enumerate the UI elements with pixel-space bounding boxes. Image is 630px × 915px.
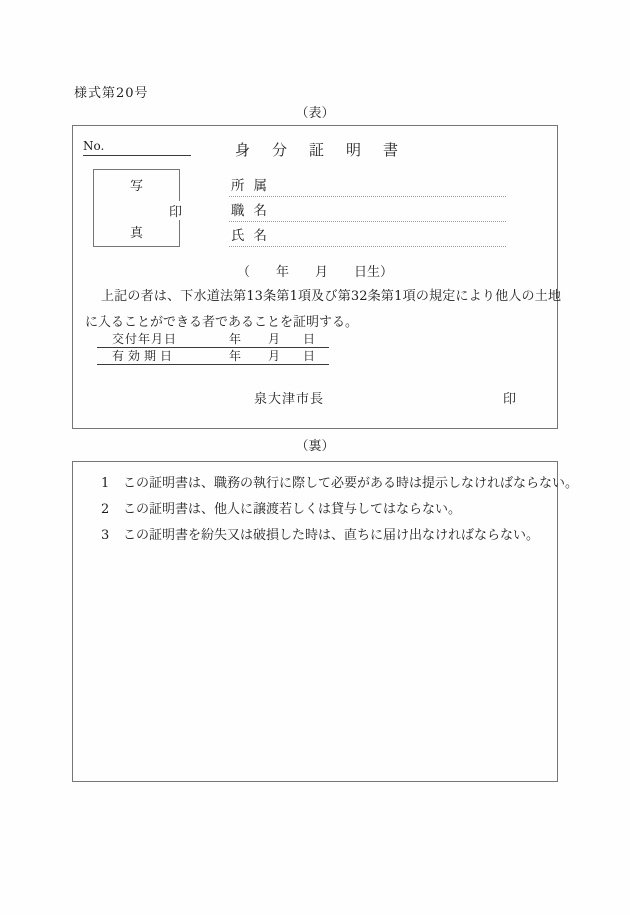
- rule-text: この証明書は、他人に譲渡若しくは貸与してはならない。: [123, 502, 462, 517]
- issuer-line: [73, 388, 557, 407]
- photo-char-top: 写: [129, 179, 143, 194]
- date-table: [97, 331, 329, 365]
- no-field: [83, 139, 191, 156]
- back-side-label: （裏）: [295, 439, 335, 454]
- id-card-front: [72, 125, 561, 429]
- card-title: 身分証明書: [235, 141, 421, 159]
- issuer-seal: 印: [503, 392, 517, 407]
- front-side-label: （表）: [295, 106, 335, 121]
- valid-day-unit: 日: [303, 349, 316, 363]
- date-row-issued: [97, 331, 329, 348]
- rule-text: この証明書を紛失又は破損した時は、直ちに届け出なければならない。: [123, 528, 540, 543]
- birthdate-line: （ 年 月 日生）: [237, 265, 394, 280]
- photo-box: [93, 169, 180, 247]
- identity-fields: [229, 172, 506, 247]
- valid-month-unit: 月: [268, 349, 281, 363]
- no-label: No.: [83, 139, 105, 153]
- valid-date-label: 有効期日: [112, 349, 177, 363]
- field-name-label: 氏名: [231, 228, 276, 244]
- rules-list: [101, 476, 579, 554]
- field-affiliation: [229, 172, 506, 197]
- rule-item-1: [101, 476, 579, 491]
- rule-item-2: [101, 502, 551, 517]
- rule-item-3: [101, 528, 551, 543]
- field-position: [229, 197, 506, 222]
- date-row-valid: [97, 348, 329, 365]
- valid-year-unit: 年: [229, 349, 242, 363]
- issuer-name: 泉大津市長: [254, 392, 325, 407]
- certification-text: 上記の者は、下水道法第13条第1項及び第32条第1項の規定により他人の土地に入ることができる者であることを証明する。: [85, 289, 561, 330]
- rule-number: 2: [101, 502, 110, 517]
- form-number: 様式第20号: [74, 86, 149, 101]
- issued-date-label: 交付年月日: [112, 332, 178, 346]
- photo-char-bottom: 真: [129, 226, 143, 241]
- field-affiliation-label: 所属: [231, 178, 276, 194]
- issued-year-unit: 年: [229, 332, 242, 346]
- photo-box-seal: 印: [167, 201, 184, 220]
- rule-number: 3: [101, 528, 110, 543]
- rule-text: この証明書は、職務の執行に際して必要がある時は提示しなければならない。: [123, 476, 579, 491]
- rule-number: 1: [101, 476, 110, 491]
- id-card-back: [72, 461, 579, 782]
- issued-day-unit: 日: [303, 332, 316, 346]
- field-position-label: 職名: [231, 203, 276, 219]
- issued-month-unit: 月: [268, 332, 281, 346]
- field-name: [229, 222, 506, 247]
